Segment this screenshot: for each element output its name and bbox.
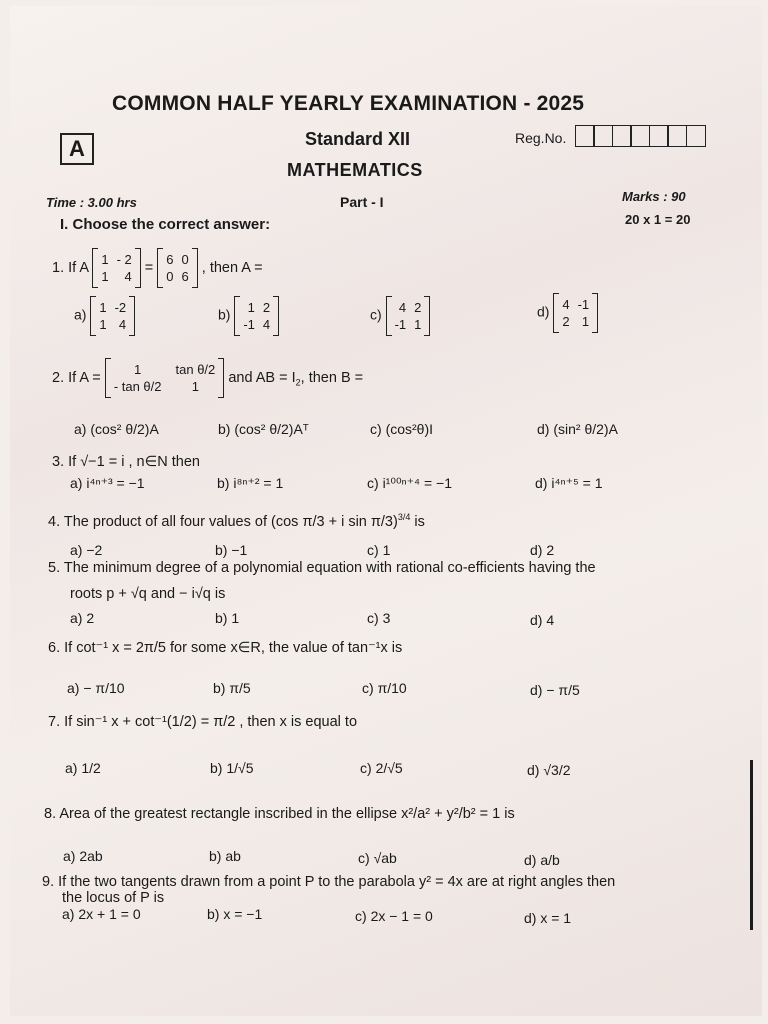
q4-option-b[interactable]: b) −1 (215, 542, 248, 558)
q9-option-a[interactable]: a) 2x + 1 = 0 (62, 906, 141, 922)
q9-option-c[interactable]: c) 2x − 1 = 0 (355, 908, 433, 924)
section-instruction: I. Choose the correct answer: (60, 216, 271, 233)
q1-option-a[interactable]: a) 1 -2 1 4 (74, 296, 135, 336)
q5-option-c[interactable]: c) 3 (367, 610, 391, 626)
question-7: 7. If sin⁻¹ x + cot⁻¹(1/2) = π/2 , then x is equal to (48, 714, 358, 730)
q5-option-b[interactable]: b) 1 (215, 610, 240, 626)
series-box: A (60, 133, 94, 165)
q1-matrix-rhs: 6 0 0 6 (157, 248, 197, 288)
exam-title: COMMON HALF YEARLY EXAMINATION - 2025 (112, 92, 585, 115)
reg-no-label: Reg.No. (515, 130, 567, 146)
q8-option-b[interactable]: b) ab (209, 848, 241, 864)
q1-matrix-lhs: 1 - 2 1 4 (92, 248, 140, 288)
question-8: 8. Area of the greatest rectangle inscribed in the ellipse x²/a² + y²/b² = 1 is (44, 806, 515, 822)
q4-option-c[interactable]: c) 1 (367, 542, 391, 558)
q8-option-d[interactable]: d) a/b (524, 852, 560, 868)
question-5-cont: roots p + √q and − i√q is (70, 586, 226, 602)
q1-option-c[interactable]: c) 4 2 -1 1 (370, 296, 430, 336)
q7-option-c[interactable]: c) 2/√5 (360, 760, 403, 776)
question-6: 6. If cot⁻¹ x = 2π/5 for some x∈R, the value of tan⁻¹x is (48, 640, 403, 656)
q4-option-d[interactable]: d) 2 (530, 542, 555, 558)
question-5: 5. The minimum degree of a polynomial equation with rational co-efficients having the (48, 560, 596, 576)
q7-option-a[interactable]: a) 1/2 (65, 760, 101, 776)
q6-option-d[interactable]: d) − π/5 (530, 682, 580, 698)
question-9: 9. If the two tangents drawn from a point P to the parabola y² = 4x are at right angles then (42, 874, 616, 890)
question-4: 4. The product of all four values of (cos π/3 + i sin π/3)$^{3/4}$ is (48, 512, 425, 530)
q2-matrix: 1 tan θ/2 - tan θ/2 1 (105, 358, 224, 398)
q1-option-b[interactable]: b) 1 2 -1 4 (218, 296, 279, 336)
q8-option-c[interactable]: c) √ab (358, 850, 397, 866)
q8-option-a[interactable]: a) 2ab (63, 848, 103, 864)
q9-option-d[interactable]: d) x = 1 (524, 910, 572, 926)
q6-option-a[interactable]: a) − π/10 (67, 680, 125, 696)
standard-label: Standard XII (305, 129, 411, 149)
q3-option-a[interactable]: a) i⁴ⁿ⁺³ = −1 (70, 475, 145, 491)
q2-option-b[interactable]: b) (cos² θ/2)Aᵀ (218, 421, 309, 437)
question-1: 1. If A 1 - 2 1 4 = 6 0 0 6 , then A = (52, 248, 263, 288)
part-label: Part - I (340, 194, 384, 210)
marks-label: Marks : 90 (622, 189, 686, 204)
q6-option-c[interactable]: c) π/10 (362, 680, 407, 696)
q2-option-d[interactable]: d) (sin² θ/2)A (537, 421, 618, 437)
question-9-cont: the locus of P is (62, 890, 165, 906)
q3-option-c[interactable]: c) i¹⁰⁰ⁿ⁺⁴ = −1 (367, 475, 452, 491)
subject-title: MATHEMATICS (287, 160, 423, 180)
q3-option-d[interactable]: d) i⁴ⁿ⁺⁵ = 1 (535, 475, 603, 491)
question-3: 3. If √−1 = i , n∈N then (52, 454, 200, 470)
q6-option-b[interactable]: b) π/5 (213, 680, 251, 696)
q3-option-b[interactable]: b) i⁸ⁿ⁺² = 1 (217, 475, 284, 491)
q2-option-c[interactable]: c) (cos²θ)I (370, 421, 434, 437)
question-2: 2. If A = 1 tan θ/2 - tan θ/2 1 and AB = $I_2$, then B = (52, 358, 363, 398)
q7-option-d[interactable]: d) √3/2 (527, 762, 571, 778)
q2-option-a[interactable]: a) (cos² θ/2)A (74, 421, 159, 437)
q4-option-a[interactable]: a) −2 (70, 542, 103, 558)
margin-line (750, 760, 753, 930)
q5-option-a[interactable]: a) 2 (70, 610, 95, 626)
q1-option-d[interactable]: d) 4 -1 2 1 (537, 293, 598, 333)
q9-option-b[interactable]: b) x = −1 (207, 906, 263, 922)
time-label: Time : 3.00 hrs (46, 195, 137, 210)
q5-option-d[interactable]: d) 4 (530, 612, 555, 628)
mark-allocation: 20 x 1 = 20 (625, 212, 691, 227)
reg-no-boxes (576, 125, 706, 147)
q7-option-b[interactable]: b) 1/√5 (210, 760, 254, 776)
